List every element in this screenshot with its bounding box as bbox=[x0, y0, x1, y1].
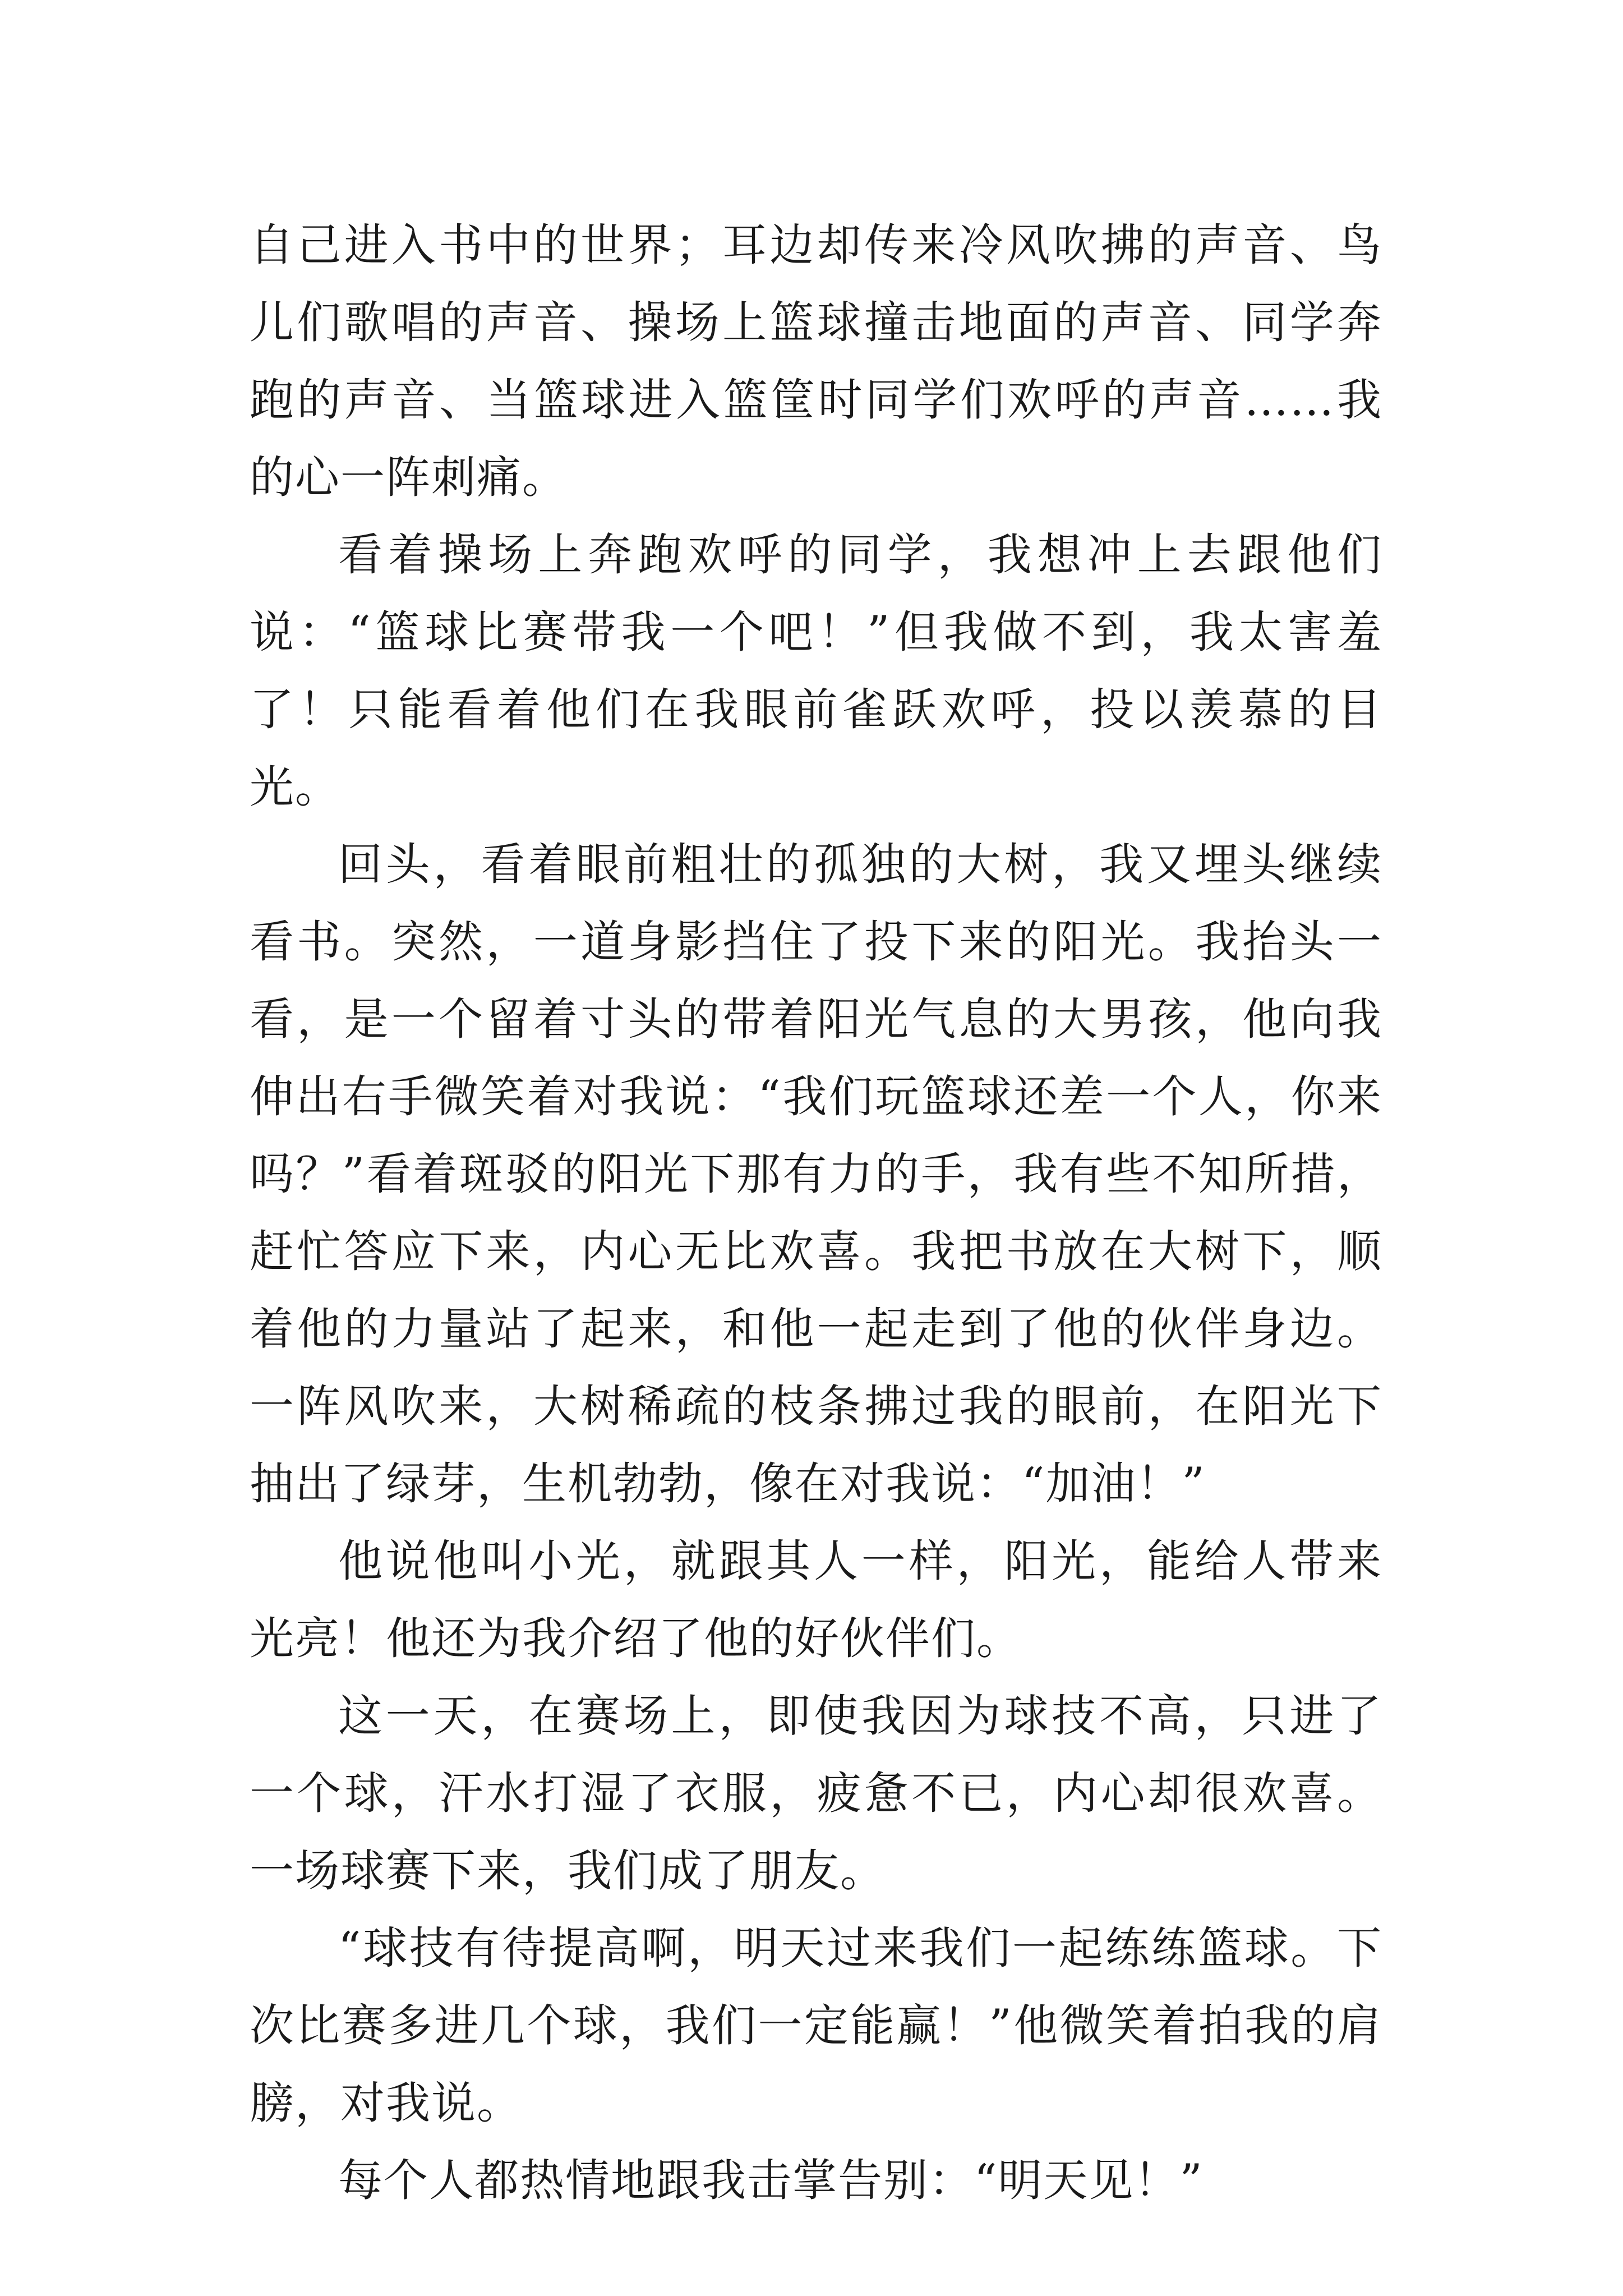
paragraph-3: 回头，看着眼前粗壮的孤独的大树，我又埋头继续看书。突然，一道身影挡住了投下来的阳光。我抬头一看，是一个留着寸头的带着阳光气息的大男孩，他向我伸出右手微笑着对我说：“我们玩篮球还差一个人，你来吗？”看着斑驳的阳光下那有力的手，我有些不知所措，赶忙答应下来，内心无比欢喜。我把书放在大树下，顺着他的力量站了起来，和他一起走到了他的伙伴身边。一阵风吹来，大树稀疏的枝条拂过我的眼前，在阳光下抽出了绿芽，生机勃勃，像在对我说：“加油！” bbox=[250, 839, 1382, 1510]
body-text bbox=[250, 206, 1382, 2219]
paragraph-1: 自己进入书中的世界；耳边却传来冷风吹拂的声音、鸟儿们歌唱的声音、操场上篮球撞击地面的声音、同学奔跑的声音、当篮球进入篮筐时同学们欢呼的声音……我的心一阵刺痛。 bbox=[250, 219, 1382, 503]
paragraph-6: “球技有待提高啊，明天过来我们一起练练篮球。下次比赛多进几个球，我们一定能赢！”他微笑着拍我的肩膀，对我说。 bbox=[250, 1922, 1382, 2129]
paragraph-4: 他说他叫小光，就跟其人一样，阳光，能给人带来光亮！他还为我介绍了他的好伙伴们。 bbox=[250, 1535, 1382, 1664]
paragraph-5: 这一天，在赛场上，即使我因为球技不高，只进了一个球，汗水打湿了衣服，疲惫不已，内心却很欢喜。一场球赛下来，我们成了朋友。 bbox=[250, 1690, 1382, 1897]
paragraph-7: 每个人都热情地跟我击掌告别：“明天见！” bbox=[338, 2155, 1204, 2206]
paragraph-2: 看着操场上奔跑欢呼的同学，我想冲上去跟他们说：“篮球比赛带我一个吧！”但我做不到，我太害羞了！只能看着他们在我眼前雀跃欢呼，投以羡慕的目光。 bbox=[250, 529, 1382, 813]
